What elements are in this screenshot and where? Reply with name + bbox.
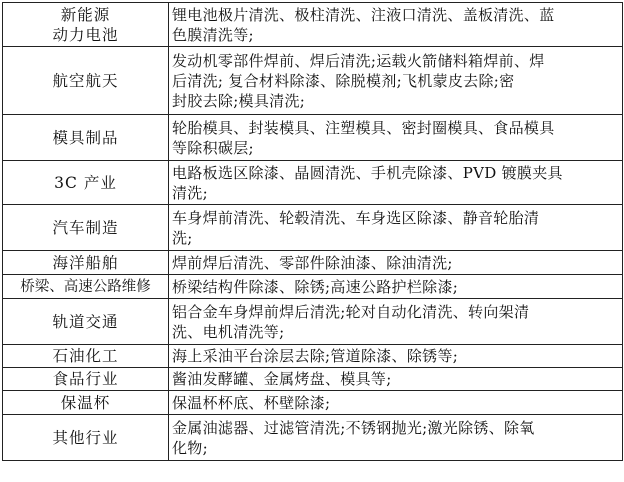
table-row (3, 368, 623, 391)
industry-cell (3, 299, 169, 345)
table-row (3, 161, 623, 205)
applications-cell (169, 3, 623, 47)
industry-label: 3C 产业 (54, 173, 117, 192)
industry-label: 石油化工 (52, 347, 119, 365)
industry-label: 轨道交通 (52, 312, 119, 331)
applications-text: 化物; (172, 438, 208, 457)
industry-cell (3, 415, 169, 461)
industry-cell (3, 205, 169, 251)
table-row (3, 115, 623, 161)
table-row (3, 251, 623, 275)
industry-label: 食品行业 (52, 370, 119, 388)
applications-text: 海上采油平台涂层去除;管道除漆、除锈等; (172, 347, 459, 365)
industry-label: 航空航天 (52, 71, 119, 90)
industry-cell (3, 161, 169, 205)
industry-cell (3, 368, 169, 391)
table-row (3, 3, 623, 47)
industry-cell (3, 391, 169, 415)
table-row (3, 275, 623, 299)
applications-text: 金属油滤器、过滤管清洗;不锈钢抛光;激光除锈、除氧 (172, 418, 535, 437)
applications-cell (169, 368, 623, 391)
applications-text: 锂电池极片清洗、极柱清洗、注液口清洗、盖板清洗、蓝 (172, 5, 555, 24)
applications-text: 焊前焊后清洗、零部件除油漆、除油清洗; (172, 253, 453, 272)
applications-text: 洗; (172, 228, 193, 247)
application-table-container (2, 2, 622, 480)
applications-text: 色膜清洗等; (172, 25, 254, 44)
industry-label: 桥梁、高速公路维修 (20, 278, 151, 295)
applications-cell (169, 299, 623, 345)
applications-cell (169, 161, 623, 205)
industry-cell (3, 115, 169, 161)
applications-cell (169, 415, 623, 461)
industry-label: 保温杯 (60, 393, 111, 412)
applications-text: 电路板选区除漆、晶圆清洗、手机壳除漆、PVD 镀膜夹具 (172, 163, 563, 182)
industry-label: 海洋船舶 (52, 253, 119, 272)
applications-text: 发动机零部件焊前、焊后清洗;运载火箭储料箱焊前、焊 (172, 51, 545, 70)
industry-cell (3, 251, 169, 275)
table-row (3, 391, 623, 415)
applications-text: 铝合金车身焊前焊后清洗;轮对自动化清洗、转向架清 (172, 302, 530, 321)
applications-text: 封胶去除;模具清洗; (172, 91, 306, 110)
applications-text: 等除积碳层; (172, 138, 254, 157)
applications-cell (169, 345, 623, 368)
table-row (3, 205, 623, 251)
applications-text: 酱油发酵罐、金属烤盘、模具等; (172, 370, 392, 388)
industry-cell (3, 47, 169, 115)
industry-application-table (2, 2, 623, 461)
industry-label: 模具制品 (52, 128, 119, 147)
industry-cell (3, 345, 169, 368)
table-row (3, 415, 623, 461)
table-row (3, 345, 623, 368)
applications-text: 洗、电机清洗等; (172, 322, 285, 341)
applications-text: 清洗; (172, 183, 208, 202)
table-row (3, 299, 623, 345)
industry-cell (3, 3, 169, 47)
industry-label: 动力电池 (52, 25, 119, 44)
applications-cell (169, 391, 623, 415)
applications-cell (169, 205, 623, 251)
applications-text: 车身焊前清洗、轮毂清洗、车身选区除漆、静音轮胎清 (172, 208, 540, 227)
applications-cell (169, 47, 623, 115)
applications-text: 保温杯杯底、杯壁除漆; (172, 393, 331, 412)
applications-cell (169, 115, 623, 161)
applications-cell (169, 251, 623, 275)
applications-text: 轮胎模具、封装模具、注塑模具、密封圈模具、食品模具 (172, 118, 555, 137)
applications-cell (169, 275, 623, 299)
table-row (3, 47, 623, 115)
applications-text: 桥梁结构件除漆、除锈;高速公路护栏除漆; (172, 277, 459, 296)
industry-label: 汽车制造 (52, 218, 119, 237)
industry-cell (3, 275, 169, 299)
industry-label: 新能源 (60, 5, 111, 24)
industry-label: 其他行业 (52, 428, 119, 447)
applications-text: 后清洗; 复合材料除漆、除脱模剂;飞机蒙皮去除;密 (172, 71, 515, 90)
